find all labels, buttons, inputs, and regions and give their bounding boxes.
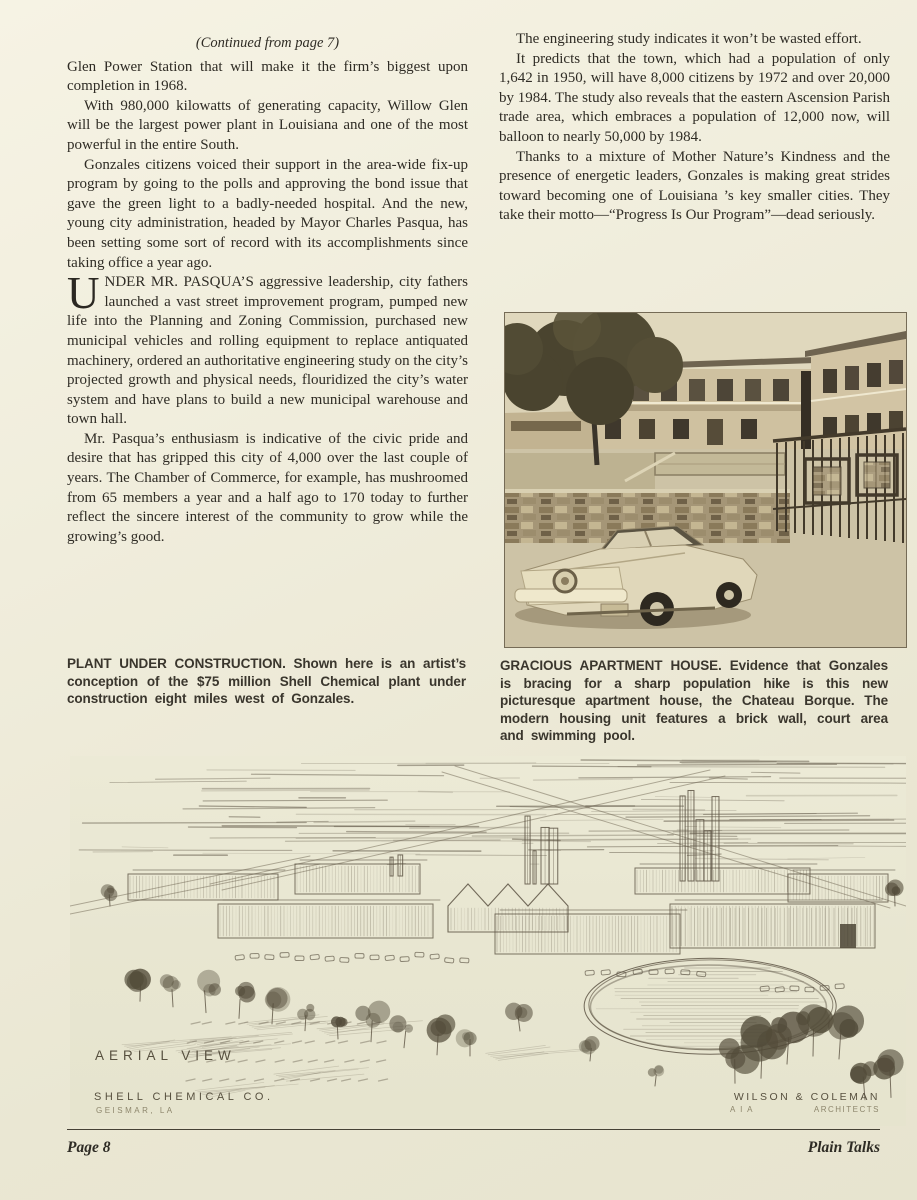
apartment-caption (500, 657, 888, 745)
body-paragraph: Thanks to a mixture of Mother Nature’s Kindness and the presence of energetic leaders, Gonzales is making great strides toward becoming one of Louisiana ’s key smaller cities. They take their motto—“Progress Is Our Program”—dead seriously. (499, 148, 890, 224)
left-column (67, 34, 468, 547)
body-paragraph: Gonzales citizens voiced their support in the area-wide fix-up program by going to the polls and approving the bond issue that gave the green light to a badly-needed hospital. And the new, young city administration, headed by Mayor Charles Pasqua, has been setting some sort of record with its accomplishments since taking office a year ago. (67, 156, 468, 271)
architect-credit-sub (730, 1105, 880, 1114)
apartment-photo (505, 313, 906, 647)
caption-lead: GRACIOUS APARTMENT HOUSE. (500, 658, 722, 673)
aerial-illustration (70, 756, 906, 1126)
architect-credit: WILSON & COLEMAN (733, 1091, 880, 1103)
credit-architects-label: ARCHITECTS (813, 1105, 880, 1114)
body-paragraph: Mr. Pasqua’s enthusiasm is indicative of the civic pride and desire that has gripped this city of 4,000 over the last couple of years. The Chamber of Commerce, for example, has mushroomed from 65 members a year and a half ago to 170 today to further reflect the sincere interest of the community to grow while the growing’s good. (67, 430, 468, 545)
caption-text: Evidence that Gonzales is bracing for a sharp population hike is this new picturesque apartment house, the Chateau Borque. The modern housing unit features a brick wall, court area and swimming pool. (500, 658, 888, 744)
caption-text: Shown here is an artist’s conception of the $75 million Shell Chemical plant under construction eight miles west of Gonzales. (67, 656, 467, 707)
paragraph-text: NDER MR. PASQUA’S aggressive leadership, city fathers launched a vast street improvement program, pumped new life into the Planning and Zoning Commission, purchased new municipal vehicles and rolling equipment to replace antiquated machinery, ordered an authoritative engineering study on the city’s projected growth and physical needs, flouridized the city’s water system and have plans to build a new municipal warehouse and town hall. (67, 274, 468, 428)
body-paragraph-dropcap (67, 268, 468, 430)
dropcap-initial: U (67, 268, 100, 319)
firm-location-label: GEISMAR, LA (96, 1106, 175, 1115)
body-paragraph: Glen Power Station that will make it the firm’s biggest upon completion in 1968. (67, 58, 468, 95)
apartment-photo-art (505, 313, 906, 647)
body-paragraph: It predicts that the town, which had a population of only 1,642 in 1950, will have 8,000 citizens by 1972 and over 20,000 by 1984. The study also reveals that the eastern Ascension Parish trade area, which embraces a population of 12,000 now, will balloon to nearly 50,000 by 1984. (499, 50, 890, 145)
firm-label: SHELL CHEMICAL CO. (94, 1091, 274, 1103)
plant-caption (67, 655, 466, 708)
aerial-sketch (70, 756, 906, 1126)
magazine-title-label: Plain Talks (807, 1139, 880, 1156)
body-paragraph: The engineering study indicates it won’t be wasted effort. (516, 31, 862, 47)
continued-note: (Continued from page 7) (195, 35, 340, 51)
right-column (499, 30, 890, 226)
page-number-label: Page 8 (67, 1139, 111, 1156)
page-footer (67, 1129, 880, 1157)
aerial-view-label: AERIAL VIEW (95, 1048, 236, 1063)
body-paragraph: With 980,000 kilowatts of generating capacity, Willow Glen will be the largest power plant in Louisiana and one of the most powerful in the entire South. (67, 97, 468, 153)
caption-lead: PLANT UNDER CONSTRUCTION. (67, 656, 286, 671)
credit-aia-label: A I A (730, 1105, 754, 1114)
